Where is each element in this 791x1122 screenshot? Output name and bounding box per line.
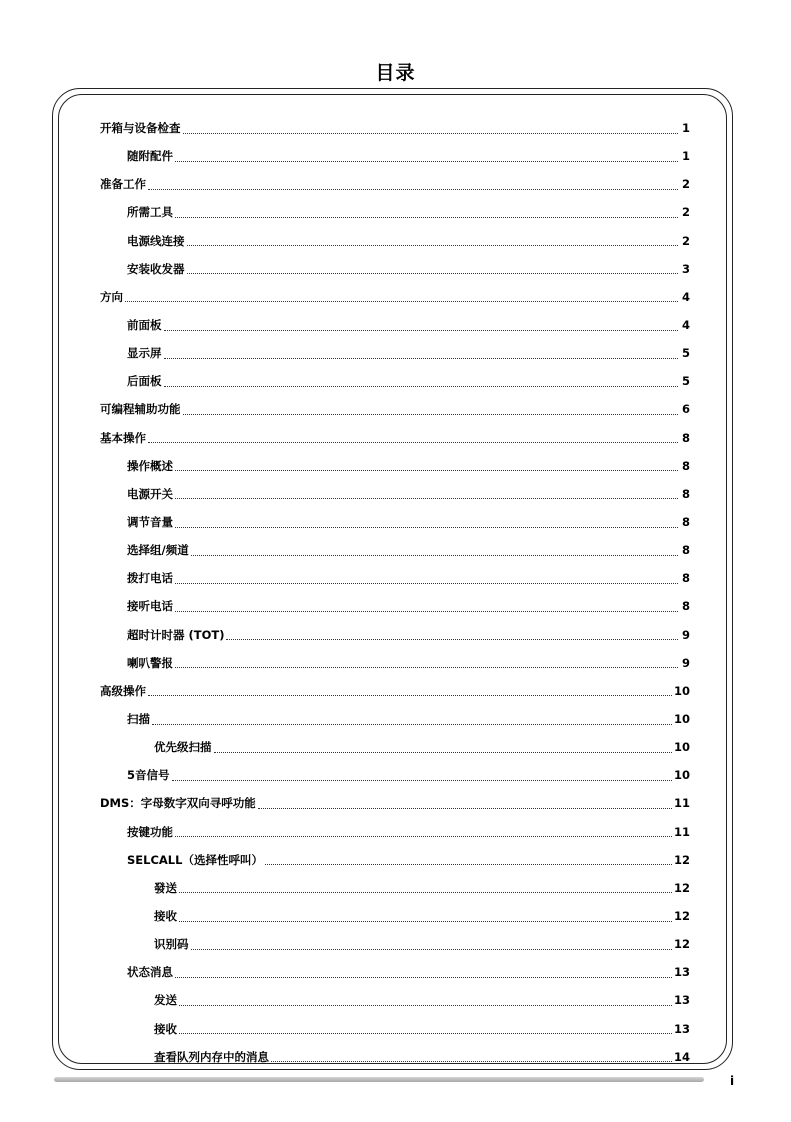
toc-entry[interactable]: [100, 395, 690, 423]
toc-entry[interactable]: [100, 170, 690, 198]
toc-entry-title: 按键功能: [127, 824, 173, 839]
dot-leader: [187, 273, 679, 274]
toc-entry-title: 接听电话: [127, 599, 173, 614]
dot-leader: [148, 189, 678, 190]
toc-entry[interactable]: [100, 311, 690, 339]
toc-entry-page-number: 12: [673, 852, 690, 867]
toc-entry[interactable]: [100, 986, 690, 1014]
toc-entry-title: 查看队列内存中的消息: [154, 1049, 269, 1064]
toc-entry-page-number: 10: [673, 768, 690, 783]
dot-leader: [175, 498, 678, 499]
toc-entry-page-number: 4: [681, 289, 690, 304]
toc-entry[interactable]: [100, 649, 690, 677]
toc-entry[interactable]: [100, 367, 690, 395]
toc-entry-page-number: 2: [681, 177, 690, 192]
dot-leader: [191, 949, 672, 950]
toc-entry-page-number: 14: [673, 1049, 690, 1064]
toc-entry-page-number: 10: [673, 683, 690, 698]
dot-leader: [172, 780, 672, 781]
footer-divider-bar: [54, 1077, 704, 1082]
toc-entry-title: 喇叭警报: [127, 655, 173, 670]
page-title: 目录: [375, 62, 416, 84]
page-number: i: [730, 1074, 735, 1088]
toc-entry-page-number: 8: [681, 571, 690, 586]
toc-entry-title: 后面板: [127, 374, 162, 389]
toc-entry-page-number: 8: [681, 599, 690, 614]
toc-entry-title: 方向: [100, 289, 123, 304]
toc-entry[interactable]: [100, 283, 690, 311]
toc-entry-page-number: 13: [673, 1021, 690, 1036]
dot-leader: [179, 892, 672, 893]
toc-entry-page-number: 9: [681, 627, 690, 642]
dot-leader: [125, 301, 678, 302]
dot-leader: [164, 330, 679, 331]
toc-entry[interactable]: [100, 480, 690, 508]
dot-leader: [152, 724, 672, 725]
dot-leader: [175, 977, 672, 978]
toc-entry-title: 超时计时器 (TOT): [127, 627, 225, 642]
toc-entry-title: 优先级扫描: [154, 740, 212, 755]
toc-entry[interactable]: [100, 198, 690, 226]
toc-entry-page-number: 8: [681, 515, 690, 530]
toc-entry[interactable]: [100, 255, 690, 283]
dot-leader: [271, 1061, 672, 1062]
dot-leader: [179, 1005, 672, 1006]
toc-entry-title: 发送: [154, 993, 177, 1008]
toc-entry-title: 准备工作: [100, 177, 146, 192]
toc-entry-page-number: 13: [673, 993, 690, 1008]
toc-entry-page-number: 10: [673, 740, 690, 755]
toc-entry-page-number: 2: [681, 205, 690, 220]
toc-entry[interactable]: [100, 930, 690, 958]
dot-leader: [179, 921, 672, 922]
toc-entry[interactable]: [100, 1043, 690, 1071]
toc-entry-title: 识别码: [154, 937, 189, 952]
toc-entry-title: 随附配件: [127, 149, 173, 164]
dot-leader: [175, 161, 678, 162]
toc-entry[interactable]: [100, 874, 690, 902]
dot-leader: [187, 245, 679, 246]
toc-entry-page-number: 8: [681, 458, 690, 473]
toc-entry-title: 扫描: [127, 712, 150, 727]
toc-entry-page-number: 8: [681, 543, 690, 558]
toc-entry-page-number: 10: [673, 712, 690, 727]
toc-entry[interactable]: [100, 452, 690, 480]
toc-entry[interactable]: [100, 846, 690, 874]
toc-entry-title: 前面板: [127, 318, 162, 333]
toc-entry-title: 基本操作: [100, 430, 146, 445]
toc-entry-title: 状态消息: [127, 965, 173, 980]
toc-entry-page-number: 11: [673, 824, 690, 839]
toc-entry[interactable]: [100, 677, 690, 705]
toc-entry-title: 开箱与设备检查: [100, 121, 181, 136]
toc-entry[interactable]: [100, 424, 690, 452]
dot-leader: [148, 442, 678, 443]
toc-entry-title: 电源开关: [127, 486, 173, 501]
toc-entry[interactable]: [100, 705, 690, 733]
toc-entry-title: 选择组/频道: [127, 543, 189, 558]
toc-entry-title: 接收: [154, 1021, 177, 1036]
toc-entry[interactable]: [100, 1015, 690, 1043]
dot-leader: [148, 695, 672, 696]
toc-entry[interactable]: [100, 761, 690, 789]
toc-entry-title: 操作概述: [127, 458, 173, 473]
dot-leader: [175, 470, 678, 471]
toc-entry-page-number: 11: [673, 796, 690, 811]
dot-leader: [214, 752, 672, 753]
toc-entry-page-number: 3: [681, 261, 690, 276]
toc-entry[interactable]: [100, 733, 690, 761]
dot-leader: [164, 386, 679, 387]
toc-entry[interactable]: [100, 564, 690, 592]
dot-leader: [175, 667, 678, 668]
toc-entry[interactable]: [100, 114, 690, 142]
toc-entry[interactable]: [100, 142, 690, 170]
toc-entry-page-number: 8: [681, 486, 690, 501]
dot-leader: [175, 836, 672, 837]
dot-leader: [175, 611, 678, 612]
toc-entry-title: 高级操作: [100, 683, 146, 698]
toc-entry[interactable]: [100, 536, 690, 564]
dot-leader: [226, 639, 678, 640]
toc-entry-page-number: 6: [681, 402, 690, 417]
toc-entry-title: 拨打电话: [127, 571, 173, 586]
toc-entry-page-number: 1: [681, 149, 690, 164]
dot-leader: [175, 217, 678, 218]
dot-leader: [191, 555, 678, 556]
toc-entry[interactable]: [100, 958, 690, 986]
toc-entry-title: 显示屏: [127, 346, 162, 361]
dot-leader: [183, 133, 679, 134]
toc-entry[interactable]: [100, 818, 690, 846]
dot-leader: [175, 583, 678, 584]
toc-entry-title: 电源线连接: [127, 233, 185, 248]
toc-entry[interactable]: [100, 902, 690, 930]
toc-entry-page-number: 1: [681, 121, 690, 136]
toc-entry[interactable]: [100, 508, 690, 536]
toc-entry[interactable]: [100, 592, 690, 620]
dot-leader: [175, 527, 678, 528]
toc-entry-page-number: 13: [673, 965, 690, 980]
toc-entry[interactable]: [100, 227, 690, 255]
toc-entry-page-number: 12: [673, 909, 690, 923]
toc-entry-title: 接收: [154, 909, 177, 923]
toc-entry-title: 可编程辅助功能: [100, 402, 181, 417]
toc-entry-page-number: 4: [681, 318, 690, 333]
toc-entry-title: 發送: [154, 880, 177, 895]
toc-entry-title: 调节音量: [127, 515, 173, 530]
toc-entry-page-number: 12: [673, 880, 690, 895]
dot-leader: [183, 414, 679, 415]
toc-entry-page-number: 8: [681, 430, 690, 445]
table-of-contents: [100, 114, 690, 1071]
toc-entry-title: 5音信号: [127, 768, 170, 783]
toc-entry-page-number: 9: [681, 655, 690, 670]
toc-entry-page-number: 12: [673, 937, 690, 952]
dot-leader: [164, 358, 679, 359]
dot-leader: [258, 808, 672, 809]
dot-leader: [265, 864, 672, 865]
toc-entry-title: SELCALL（选择性呼叫）: [127, 852, 263, 867]
toc-entry-title: 所需工具: [127, 205, 173, 220]
toc-entry[interactable]: [100, 339, 690, 367]
toc-entry-page-number: 5: [681, 374, 690, 389]
toc-entry[interactable]: [100, 621, 690, 649]
toc-entry-page-number: 2: [681, 233, 690, 248]
dot-leader: [179, 1033, 672, 1034]
toc-entry-title: DMS：字母数字双向寻呼功能: [100, 796, 256, 811]
toc-entry-page-number: 5: [681, 346, 690, 361]
toc-entry-title: 安装收发器: [127, 261, 185, 276]
toc-entry[interactable]: [100, 789, 690, 817]
